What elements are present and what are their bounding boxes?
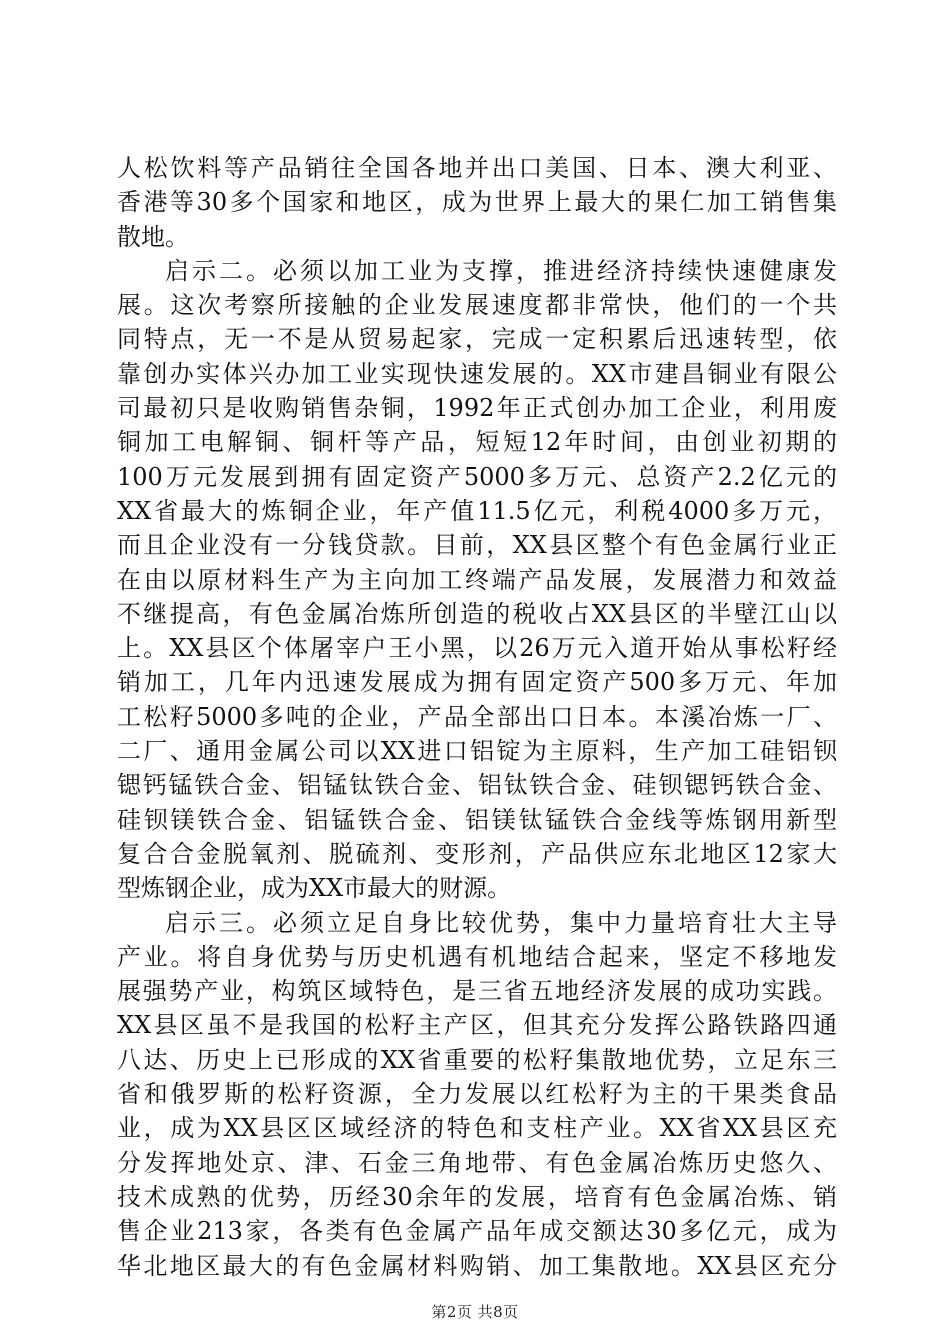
text-line: 硅钡镁铁合金、铝锰铁合金、铝镁钛锰铁合金线等炼钢用新型 [117,805,837,834]
text-line: 不继提高，有色金属冶炼所创造的税收占XX县区的半壁江山以 [117,599,837,628]
text-line: 香港等30多个国家和地区，成为世界上最大的果仁加工销售集 [117,188,837,217]
text-line: 而且企业没有一分钱贷款。目前，XX县区整个有色金属行业正 [117,531,837,560]
text-line: 业，成为XX县区区域经济的特色和支柱产业。XX省XX县区充 [117,1114,837,1143]
text-line: 同特点，无一不是从贸易起家，完成一定积累后迅速转型，依 [117,325,837,354]
text-line: 展。这次考察所接触的企业发展速度都非常快，他们的一个共 [117,291,837,320]
text-line: 司最初只是收购销售杂铜，1992年正式创办加工企业，利用废 [117,394,837,423]
text-line: 锶钙锰铁合金、铝锰钛铁合金、铝钛铁合金、硅钡锶钙铁合金、 [117,771,837,800]
text-line: 在由以原材料生产为主向加工终端产品发展，发展潜力和效益 [117,565,837,594]
text-line: 销加工，几年内迅速发展成为拥有固定资产500多万元、年加 [117,668,837,697]
text-line: 铜加工电解铜、铜杆等产品，短短12年时间，由创业初期的 [117,428,837,457]
text-line: 型炼钢企业，成为XX市最大的财源。 [117,874,512,903]
text-line: XX省最大的炼铜企业，年产值11.5亿元，利税4000多万元， [117,496,837,525]
text-line: 分发挥地处京、津、石金三角地带、有色金属冶炼历史悠久、 [117,1148,837,1177]
page-footer: 第2页 共8页 [431,1303,519,1321]
text-line: 二厂、通用金属公司以XX进口铝锭为主原料，生产加工硅铝钡 [117,737,837,766]
text-line: XX县区虽不是我国的松籽主产区，但其充分发挥公路铁路四通 [117,1011,837,1040]
text-line: 人松饮料等产品销往全国各地并出口美国、日本、澳大利亚、 [117,154,837,182]
document-body [117,151,837,1283]
text-line: 产业。将自身优势与历史机遇有机地结合起来，坚定不移地发 [117,942,837,971]
text-line: 散地。 [117,222,189,251]
text-line: 上。XX县区个体屠宰户王小黑，以26万元入道开始从事松籽经 [117,634,837,663]
text-line: 启示二。必须以加工业为支撑，推进经济持续快速健康发 [165,256,837,285]
text-line: 省和俄罗斯的松籽资源，全力发展以红松籽为主的干果类食品 [117,1080,837,1109]
text-line: 100万元发展到拥有固定资产5000多万元、总资产2.2亿元的 [117,462,837,491]
text-line: 技术成熟的优势，历经30余年的发展，培育有色金属冶炼、销 [117,1182,837,1211]
text-line: 复合合金脱氧剂、脱硫剂、变形剂，产品供应东北地区12家大 [117,839,837,868]
text-line: 展强势产业，构筑区域特色，是三省五地经济发展的成功实践。 [117,977,837,1006]
text-line: 售企业213家，各类有色金属产品年成交额达30多亿元，成为 [117,1217,837,1246]
text-line: 华北地区最大的有色金属材料购销、加工集散地。XX县区充分 [117,1251,837,1280]
text-line: 八达、历史上已形成的XX省重要的松籽集散地优势，立足东三 [117,1045,837,1074]
text-line: 工松籽5000多吨的企业，产品全部出口日本。本溪冶炼一厂、 [117,702,837,731]
text-line: 靠创办实体兴办加工业实现快速发展的。XX市建昌铜业有限公 [117,359,837,388]
text-line: 启示三。必须立足自身比较优势，集中力量培育壮大主导 [165,908,837,937]
